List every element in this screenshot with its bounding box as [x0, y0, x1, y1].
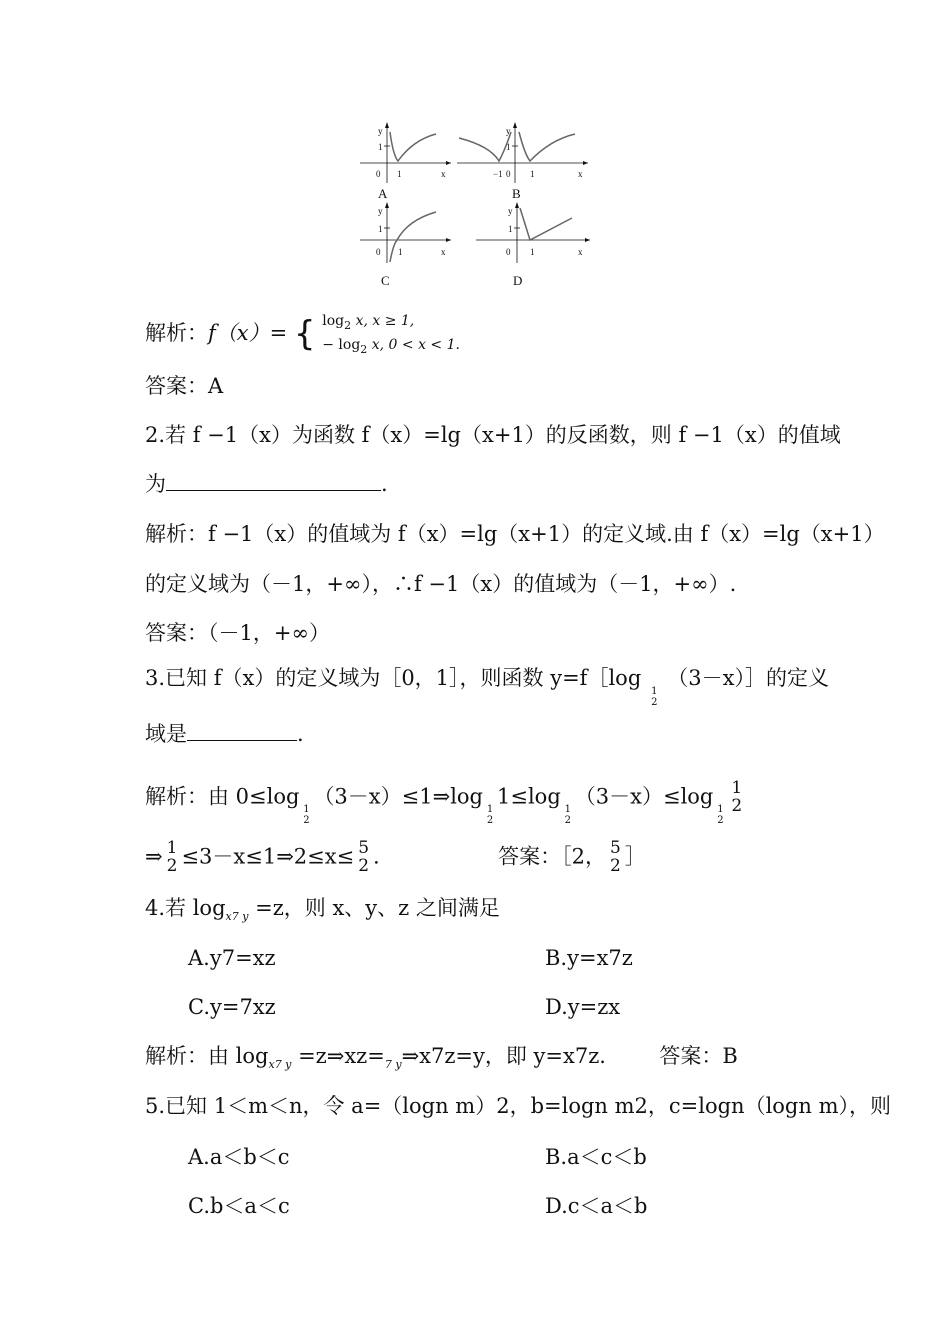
- graph-a-label: A: [378, 186, 388, 201]
- q2-stem-line1: 2.若 f −1（x）为函数 f（x）=lg（x+1）的反函数，则 f −1（x）的值域: [145, 423, 841, 447]
- y-label: y: [378, 206, 383, 216]
- tick-1-x: 1: [530, 247, 535, 257]
- case2-base: 2: [360, 342, 368, 356]
- q3-suffix: .: [297, 722, 304, 746]
- q2-answer-blank[interactable]: [166, 474, 381, 491]
- x-label: x: [578, 247, 583, 257]
- q3-analysis-line2: [145, 840, 646, 876]
- y-label: y: [506, 126, 511, 136]
- q3-stem-b: （3－x）］的定义: [667, 666, 829, 690]
- q5-option-b[interactable]: B.a＜c＜b: [545, 1145, 647, 1169]
- q3-l2-a: ⇒: [145, 844, 163, 869]
- q2-answer: 答案：（－1，+∞）: [145, 621, 330, 645]
- q3-answer-a: 答案：［2，: [498, 844, 606, 869]
- tick-1-x: 1: [397, 169, 402, 179]
- q3-an-d: （3－x）≤log: [574, 784, 714, 809]
- case2-log: − log: [322, 336, 361, 353]
- tick-0: 0: [506, 169, 511, 179]
- q5-option-d[interactable]: D.c＜a＜b: [545, 1194, 648, 1218]
- q3-base-half: 1 2: [303, 804, 310, 827]
- q3-stem-line1: [145, 666, 829, 708]
- q3-answer-b: ］: [624, 844, 646, 869]
- q4-stem: [145, 898, 500, 922]
- q5-stem: 5.已知 1＜m＜n，令 a=（logn m）2，b=logn m2，c=logn（logn m），则: [145, 1094, 891, 1118]
- q3-base-half: 1 2: [486, 804, 494, 827]
- graph-c-label: C: [381, 273, 390, 288]
- q4-stem-b: =z，则 x、y、z 之间满足: [248, 896, 500, 920]
- tick-0: 0: [376, 169, 381, 179]
- q4-option-a[interactable]: A.y7=xz: [188, 946, 276, 970]
- q4-an-c: 7 y: [384, 1058, 402, 1072]
- q3-frac-half: 1 2: [731, 778, 743, 816]
- graph-a: [358, 120, 453, 185]
- q4-stem-sub: x7 y: [225, 910, 249, 924]
- q3-base-half: 1 2: [717, 804, 724, 827]
- q4-an-a: 解析：由 log: [145, 1044, 269, 1068]
- q3-stem-line2: [145, 724, 304, 745]
- q2-prefix: 为: [145, 472, 166, 496]
- q2-analysis-line1: 解析：f −1（x）的值域为 f（x）=lg（x+1）的定义域.由 f（x）=lg（x+1）: [145, 522, 885, 546]
- q3-base-half: 1 2: [651, 686, 658, 708]
- q3-l2-c: .: [373, 844, 380, 869]
- q3-base-half: 1 2: [564, 804, 571, 827]
- x-label: x: [441, 169, 446, 179]
- q3-frac-five-half: 5 2: [609, 838, 621, 876]
- q4-an-b: =z⇒xz=: [291, 1044, 385, 1068]
- y-label: y: [378, 126, 383, 136]
- q4-answer: 答案：B: [659, 1044, 738, 1068]
- q3-frac-half: 1 2: [166, 838, 178, 876]
- tick-1: 1: [378, 224, 383, 234]
- q4-an-sub: x7 y: [268, 1058, 292, 1072]
- x-label: x: [578, 169, 583, 179]
- graph-d: [474, 200, 592, 265]
- q3-an-c: 1≤log: [497, 784, 561, 809]
- q1-analysis-label: 解析：: [145, 321, 208, 346]
- q1-fx: f（x）=: [208, 321, 288, 346]
- q3-analysis-line1: [145, 778, 746, 827]
- q3-an-a: 解析：由 0≤log: [145, 784, 300, 809]
- x-label: x: [441, 247, 446, 257]
- tick-1-x: 1: [398, 247, 403, 257]
- q4-option-b[interactable]: B.y=x7z: [545, 946, 633, 970]
- tick-0: 0: [376, 247, 381, 257]
- q1-answer: 答案：A: [145, 374, 224, 398]
- q4-analysis: [145, 1046, 738, 1070]
- case1-base: 2: [344, 319, 352, 333]
- case2-tail: x, 0 < x < 1.: [371, 336, 460, 353]
- q5-option-a[interactable]: A.a＜b＜c: [188, 1145, 290, 1169]
- q4-option-c[interactable]: C.y=7xz: [188, 995, 276, 1019]
- case1-log: log: [322, 313, 345, 330]
- tick-1-x: 1: [530, 169, 535, 179]
- tick-1: 1: [508, 224, 513, 234]
- q4-option-d[interactable]: D.y=zx: [545, 995, 621, 1019]
- graph-c: [358, 200, 453, 265]
- q3-prefix: 域是: [145, 722, 187, 746]
- tick-0: 0: [506, 247, 511, 257]
- piecewise-brace: {: [293, 314, 316, 354]
- y-label: y: [508, 206, 513, 216]
- q3-an-b: （3－x）≤1⇒log: [313, 784, 483, 809]
- q3-l2-b: ≤3－x≤1⇒2≤x≤: [181, 844, 355, 869]
- q4-an-d: ⇒x7z=y，即 y=x7z.: [401, 1044, 606, 1068]
- q3-answer-blank[interactable]: [187, 724, 297, 741]
- q2-stem-line2: [145, 474, 388, 495]
- graph-d-label: D: [513, 273, 523, 288]
- q4-stem-a: 4.若 log: [145, 896, 226, 920]
- q3-stem-a: 3.已知 f（x）的定义域为［0，1］，则函数 y=f［log: [145, 666, 642, 690]
- case1-tail: x, x ≥ 1,: [355, 313, 415, 330]
- graph-b-label: B: [512, 186, 521, 201]
- q1-analysis: [145, 310, 460, 359]
- piecewise-cases: [322, 311, 460, 358]
- tick-1: 1: [378, 142, 383, 152]
- tick-neg1: −1: [493, 169, 503, 179]
- q2-analysis-line2: 的定义域为（－1，+∞），∴f −1（x）的值域为（－1，+∞）.: [145, 572, 737, 596]
- q5-option-c[interactable]: C.b＜a＜c: [188, 1194, 290, 1218]
- graph-b: [455, 120, 590, 185]
- q3-frac-five-half: 5 2: [358, 838, 370, 876]
- tick-1: 1: [506, 142, 511, 152]
- q2-suffix: .: [381, 472, 388, 496]
